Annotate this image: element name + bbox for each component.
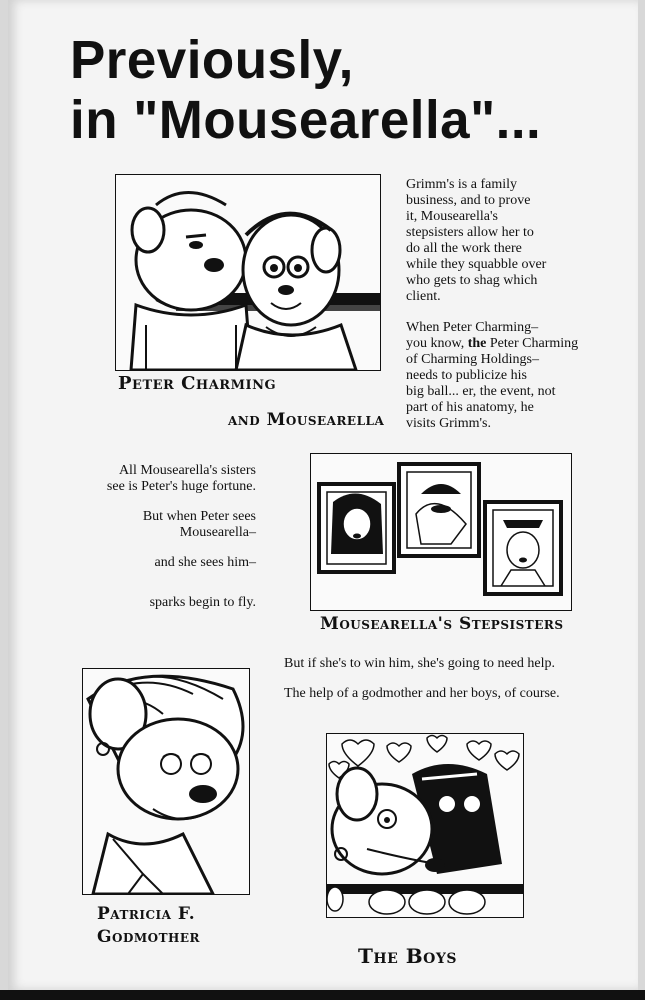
text-line: see is Peter's huge fortune.	[106, 479, 256, 494]
story-text-intro	[406, 177, 621, 305]
text-line: The help of a godmother and her boys, of course.	[284, 686, 560, 701]
page-bottom-edge	[0, 990, 645, 1000]
title-line-2: in "Mousearella"...	[70, 90, 542, 150]
stepsisters-caption: Mousearella's Stepsisters	[320, 614, 564, 634]
boys-illustration	[327, 734, 523, 917]
text-line: Grimm's is a family	[406, 177, 518, 192]
stepsisters-panel	[310, 453, 572, 611]
text-line: do all the work there	[406, 241, 522, 256]
boys-panel	[326, 733, 524, 918]
peter-mousearella-panel	[115, 174, 381, 371]
peter-caption: Peter Charming	[118, 373, 277, 394]
stepsisters-illustration	[311, 454, 571, 610]
text-line: When Peter Charming–	[406, 320, 539, 335]
text-line: stepsisters allow her to	[406, 225, 534, 240]
comic-page	[8, 0, 638, 990]
text-line: client.	[406, 289, 441, 304]
godmother-panel	[82, 668, 250, 895]
godmother-illustration	[83, 669, 249, 894]
story-text-peter	[406, 320, 631, 432]
godmother-caption-2: Godmother	[97, 927, 201, 947]
text-line: big ball... er, the event, not	[406, 384, 556, 399]
text-line: of Charming Holdings–	[406, 352, 539, 367]
text-line: visits Grimm's.	[406, 416, 491, 431]
text-line: while they squabble over	[406, 257, 547, 272]
text-line: Mousearella–	[179, 525, 256, 540]
boys-caption: The Boys	[358, 944, 457, 968]
text-line: you know, the Peter Charming	[406, 336, 579, 351]
story-text-help	[284, 656, 624, 702]
text-line: sparks begin to fly.	[149, 595, 256, 610]
peter-mousearella-illustration	[116, 175, 380, 370]
text-line: But if she's to win him, she's going to need help.	[284, 656, 556, 671]
godmother-caption-1: Patricia F.	[97, 904, 196, 924]
text-line: But when Peter sees	[142, 509, 256, 524]
text-line: part of his anatomy, he	[406, 400, 534, 415]
text-line: and she sees him–	[154, 555, 256, 570]
story-text-sisters	[68, 463, 256, 611]
text-line: needs to publicize his	[406, 368, 527, 383]
text-line: who gets to shag which	[406, 273, 538, 288]
text-line: it, Mousearella's	[406, 209, 498, 224]
mousearella-caption: and Mousearella	[228, 410, 385, 430]
text-line: All Mousearella's sisters	[118, 463, 256, 478]
title-line-1: Previously,	[70, 30, 354, 90]
text-line: business, and to prove	[406, 193, 531, 208]
page-title	[70, 30, 541, 150]
